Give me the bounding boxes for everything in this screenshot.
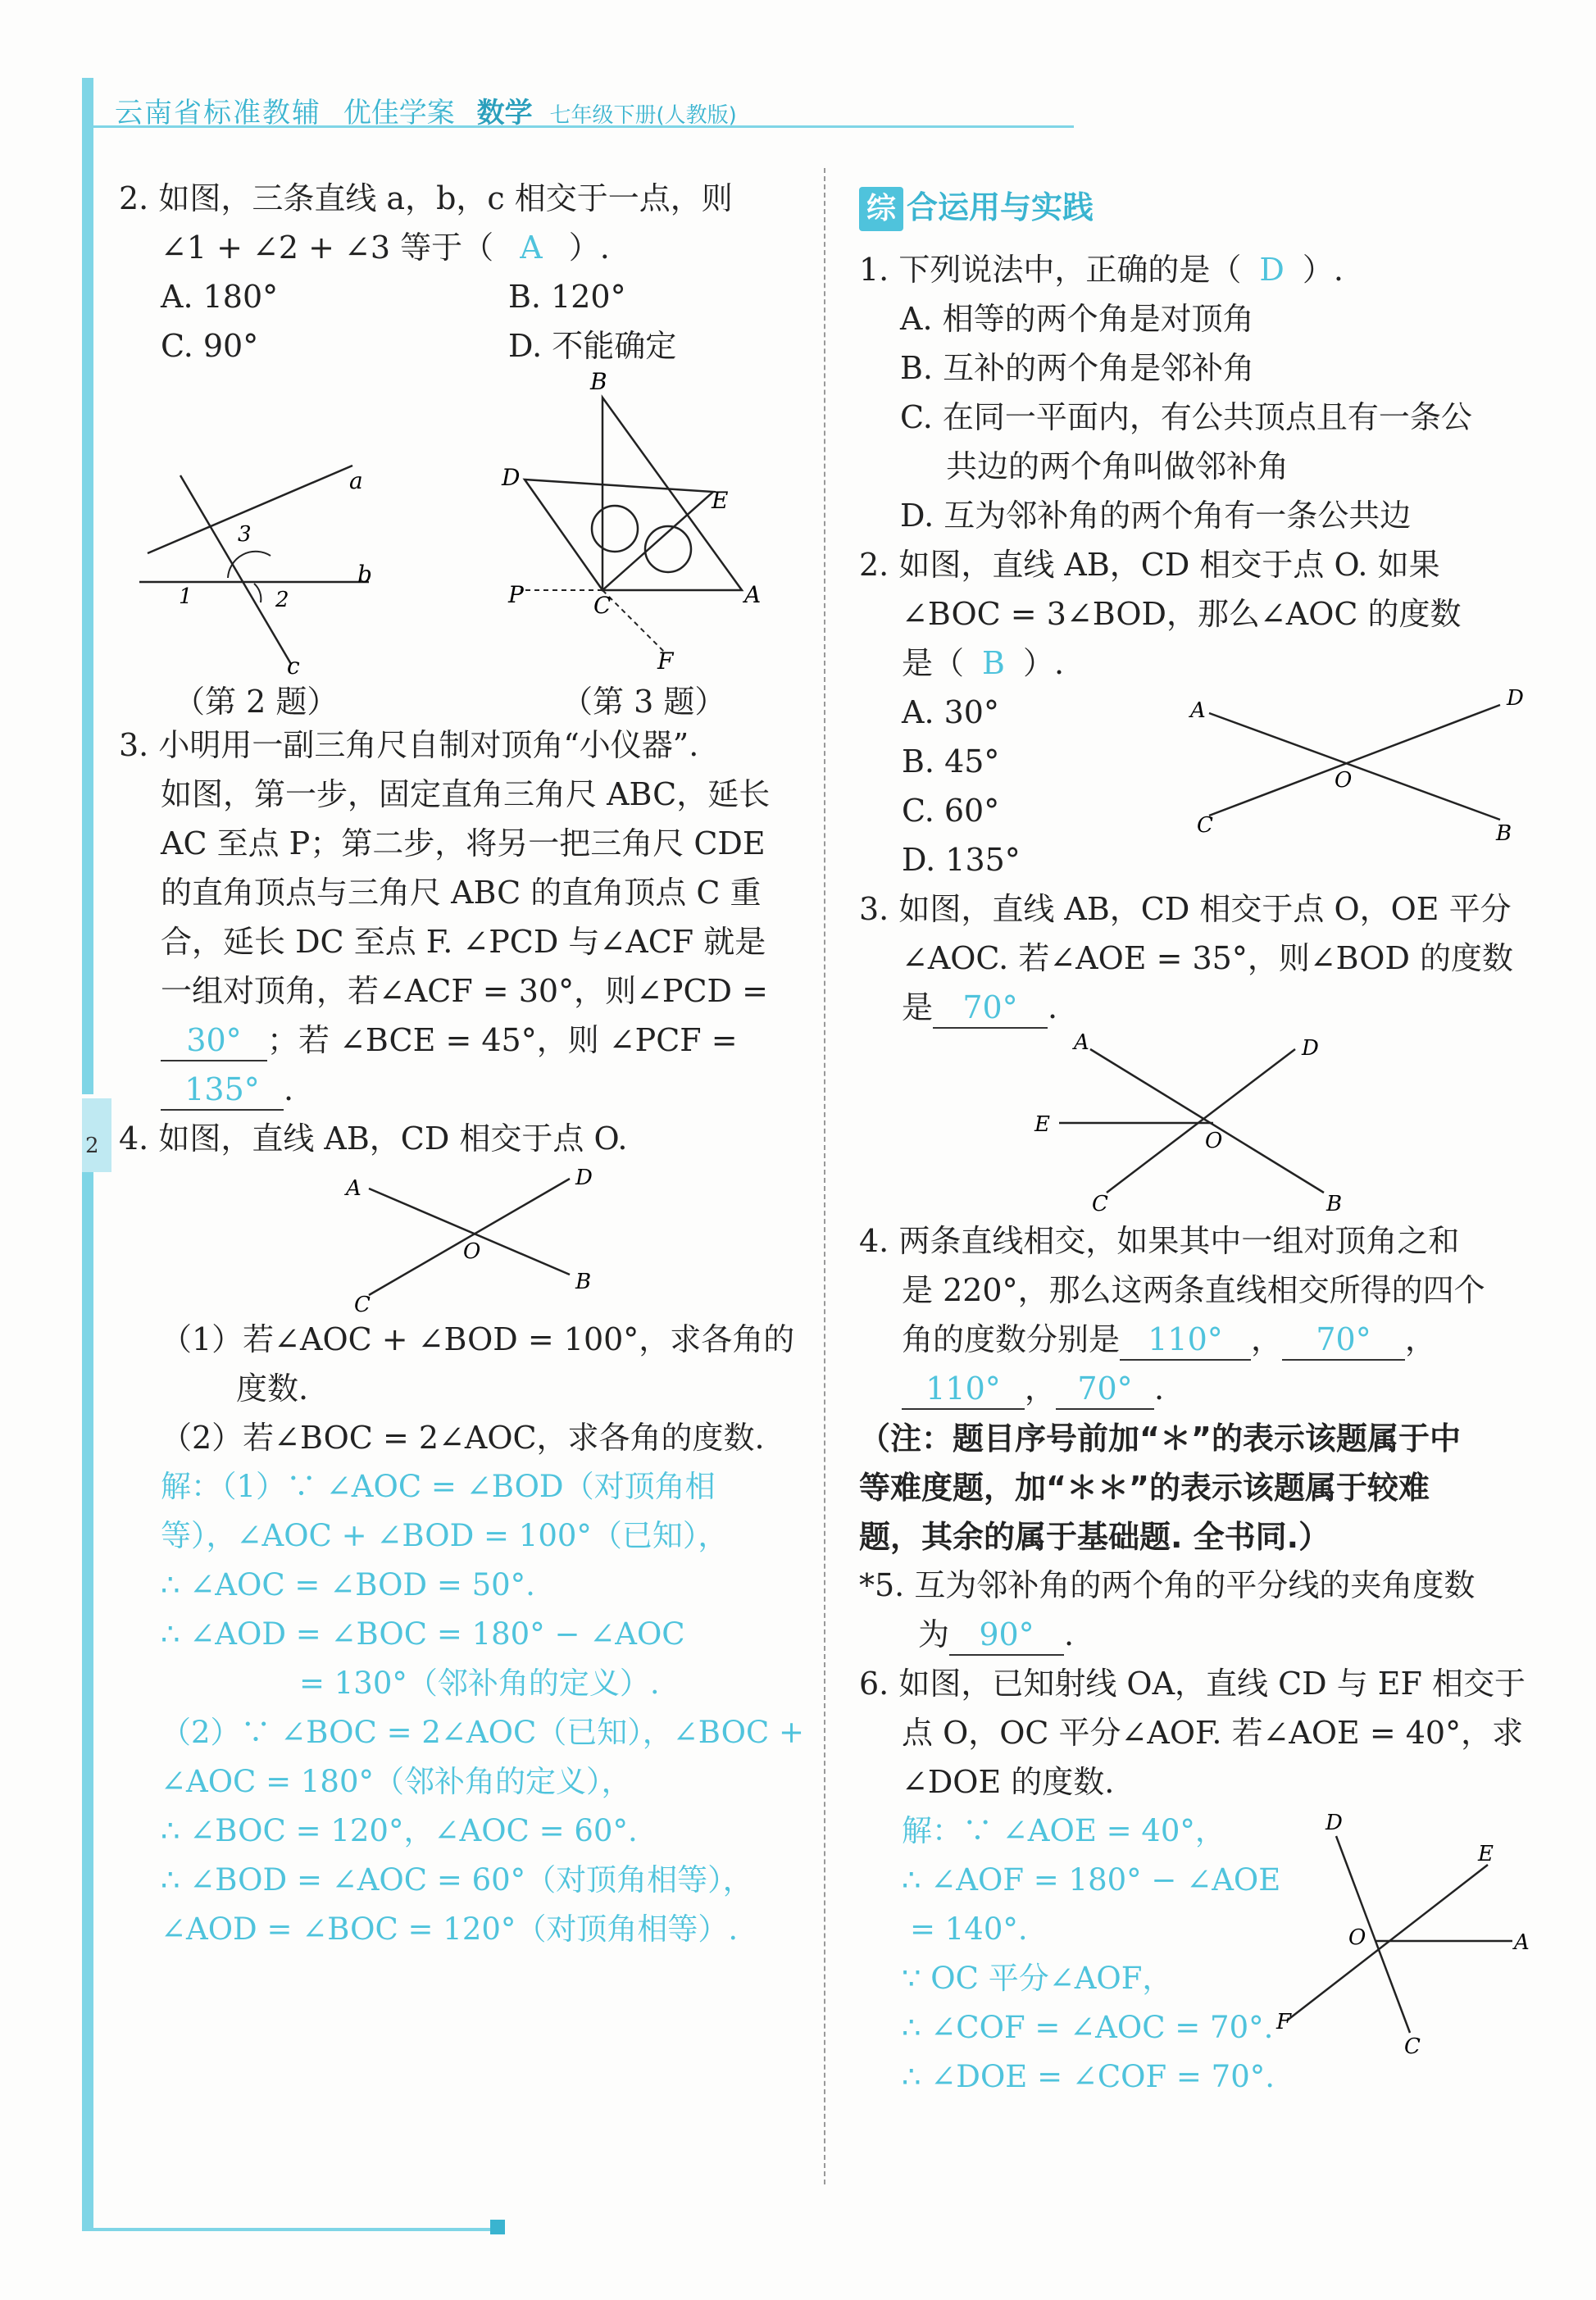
- q4-part2: （2）若∠BOC = 2∠AOC，求各角的度数.: [161, 1420, 765, 1456]
- fig4-label-b: B: [575, 1270, 592, 1294]
- fig2-label-b: b: [357, 561, 372, 588]
- r-q1-option-c: C. 在同一平面内，有公共顶点且有一条公: [900, 399, 1472, 435]
- r-q4-line1: 4. 两条直线相交，如果其中一组对顶角之和: [859, 1223, 1460, 1259]
- fig2-line-c: [180, 475, 291, 664]
- figure-r-q2: [1180, 680, 1541, 844]
- fig2-caption: （第 2 题）: [174, 684, 339, 720]
- r-q1-post: ）.: [1302, 252, 1344, 288]
- r-q4-comma: ，: [1405, 1321, 1437, 1357]
- r-q2-option-a: A. 30°: [902, 694, 999, 730]
- q3-line2: 如图，第一步，固定直角三角尺 ABC，延长: [161, 776, 771, 812]
- r-q2-option-b: B. 45°: [902, 743, 1000, 780]
- q3-line4: 的直角顶点与三角尺 ABC 的直角顶点 C 重: [161, 875, 762, 911]
- q3-line8: [161, 1070, 293, 1111]
- r-q4-line3: [902, 1320, 1436, 1361]
- r-q6-line2: 点 O，OC 平分∠AOF. 若∠AOE = 40°，求: [902, 1715, 1524, 1751]
- figure-q4: [336, 1164, 607, 1320]
- fig2-label-a: a: [349, 467, 363, 494]
- q4-part1-line2: 度数.: [236, 1370, 309, 1407]
- left-margin-bar-lower: [82, 1172, 93, 2230]
- fig3-hole-1: [592, 506, 638, 552]
- fig2-arc-2: [254, 584, 261, 602]
- left-margin-bar: [82, 78, 93, 1094]
- figr3-line-ab: [1090, 1049, 1324, 1193]
- figr2-label-c: C: [1197, 813, 1213, 838]
- fig3-label-e: E: [712, 487, 729, 514]
- bottom-rule: [82, 2228, 492, 2231]
- r-q6-line3: ∠DOE 的度数.: [902, 1764, 1115, 1800]
- q2-option-a: A. 180°: [161, 279, 279, 315]
- q4-sol-line: ∴ ∠BOC = 120°，∠AOC = 60°.: [161, 1813, 638, 1848]
- figr3-label-c: C: [1092, 1192, 1108, 1213]
- r-q4-answer-1: 110°: [1120, 1320, 1251, 1361]
- note-line: （注：题目序号前加“＊”的表示该题属于中: [859, 1420, 1461, 1457]
- page-number: 2: [85, 1134, 99, 1158]
- section-badge: 综: [859, 187, 903, 231]
- r-q5-post: .: [1064, 1616, 1075, 1652]
- bottom-square: [490, 2220, 505, 2234]
- section-heading: [859, 182, 1094, 231]
- r-q3-line1: 3. 如图，直线 AB，CD 相交于点 O，OE 平分: [859, 891, 1512, 927]
- figr3-label-b: B: [1326, 1192, 1343, 1213]
- r-q4-end: .: [1154, 1370, 1165, 1407]
- r-q2-post: ）.: [1022, 645, 1065, 681]
- figr3-label-e: E: [1034, 1112, 1050, 1137]
- r-q5-answer: 90°: [949, 1615, 1064, 1656]
- r-q1-option-b: B. 互补的两个角是邻补角: [900, 350, 1255, 386]
- q3-answer-2: 135°: [161, 1070, 284, 1111]
- r-q6-sol-line: ∵ OC 平分∠AOF，: [902, 1961, 1173, 1996]
- r-q3-pre: 是: [902, 989, 934, 1025]
- r-q3-answer: 70°: [933, 988, 1048, 1029]
- r-q1-option-c-cont: 共边的两个角叫做邻补角: [946, 448, 1289, 484]
- r-q1-pre: 1. 下列说法中，正确的是（: [859, 252, 1242, 288]
- fig4-line-cd: [369, 1179, 570, 1295]
- q2-option-b: B. 120°: [508, 279, 626, 315]
- q2-line1: 2. 如图，三条直线 a，b，c 相交于一点，则: [119, 180, 733, 216]
- fig2-label-3: 3: [238, 522, 252, 547]
- fig3-ray-cf: [602, 590, 664, 652]
- fig3-label-c: C: [593, 592, 612, 619]
- r-q2-option-d: D. 135°: [902, 842, 1021, 878]
- r-q1-stem: [859, 250, 1344, 289]
- r-q2-line1: 2. 如图，直线 AB，CD 相交于点 O. 如果: [859, 547, 1440, 583]
- q2-stem: ∠1 + ∠2 + ∠3 等于（: [161, 230, 494, 266]
- fig3-label-p: P: [508, 581, 524, 608]
- note-line: 题，其余的属于基础题. 全书同.）: [859, 1519, 1330, 1555]
- figure-q3: [492, 369, 787, 680]
- r-q6-sol-line: = 140°.: [910, 1911, 1028, 1947]
- q3-line1: 3. 小明用一副三角尺自制对顶角“小仪器”.: [119, 727, 699, 763]
- r-q6-sol-line: ∴ ∠DOE = ∠COF = 70°.: [902, 2059, 1275, 2094]
- q2-option-d: D. 不能确定: [508, 328, 677, 364]
- fig2-arc: [228, 552, 271, 578]
- r-q4-answer-3: 110°: [902, 1369, 1025, 1410]
- q3-end: .: [284, 1071, 294, 1107]
- figr6-label-e: E: [1478, 1842, 1494, 1866]
- r-q2-answer: B: [982, 645, 1005, 681]
- r-q1-option-d: D. 互为邻补角的两个角有一条公共边: [900, 498, 1412, 534]
- figr3-line-cd: [1107, 1049, 1295, 1193]
- note-line: 等难度题，加“＊＊”的表示该题属于较难: [859, 1470, 1430, 1506]
- q3-line6: 一组对顶角，若∠ACF = 30°，则∠PCD =: [161, 973, 768, 1009]
- figure-r-q6: [1266, 1803, 1545, 2066]
- q3-mid: ；若 ∠BCE = 45°，则 ∠PCF =: [267, 1022, 738, 1058]
- column-divider: [824, 168, 825, 2184]
- figr6-label-d: D: [1325, 1811, 1343, 1835]
- header-series: 云南省标准教辅: [115, 97, 321, 130]
- q4-line1: 4. 如图，直线 AB，CD 相交于点 O.: [119, 1120, 628, 1157]
- header-grade: 七年级下册(人教版): [549, 103, 737, 128]
- header-subject: 数学: [476, 97, 533, 130]
- figr3-label-o: O: [1205, 1129, 1223, 1153]
- q3-line3: AC 至点 P；第二步，将另一把三角尺 CDE: [161, 825, 766, 861]
- fig2-label-c: c: [287, 652, 300, 680]
- fig3-label-d: D: [502, 464, 521, 491]
- header-book: 优佳学案: [343, 97, 455, 130]
- figr6-label-a: A: [1514, 1930, 1530, 1955]
- fig3-label-b: B: [590, 369, 607, 395]
- q4-sol-line: = 130°（邻补角的定义）.: [299, 1666, 660, 1701]
- q2-stem-end: ）.: [568, 230, 610, 266]
- figr6-label-o: O: [1348, 1925, 1366, 1950]
- r-q1-answer: D: [1259, 252, 1285, 288]
- r-q4-line2: 是 220°，那么这两条直线相交所得的四个: [902, 1272, 1485, 1308]
- fig3-label-a: A: [744, 581, 762, 608]
- r-q4-comma: ，: [1251, 1321, 1283, 1357]
- figr6-line-ef: [1287, 1865, 1488, 2020]
- q3-line7: [161, 1020, 738, 1061]
- q4-sol-line: 等），∠AOC + ∠BOD = 100°（已知），: [161, 1518, 729, 1553]
- r-q3-line2: ∠AOC. 若∠AOE = 35°，则∠BOD 的度数: [902, 940, 1514, 976]
- r-q4-pre: 角的度数分别是: [902, 1321, 1121, 1357]
- figr6-label-c: C: [1404, 2034, 1421, 2059]
- fig4-label-o: O: [463, 1239, 481, 1264]
- figr2-label-b: B: [1496, 821, 1512, 844]
- q2-line2: [161, 228, 610, 267]
- r-q3-post: .: [1048, 989, 1058, 1025]
- r-q2-line2: ∠BOC = 3∠BOD，那么∠AOC 的度数: [902, 596, 1462, 632]
- r-q6-sol-line: 解：∵ ∠AOE = 40°，: [902, 1813, 1225, 1848]
- fig3-label-f: F: [657, 648, 674, 675]
- r-q4-answer-4: 70°: [1056, 1369, 1154, 1410]
- q4-sol-line: ∴ ∠AOC = ∠BOD = 50°.: [161, 1567, 535, 1602]
- figr2-label-o: O: [1335, 768, 1353, 793]
- r-q6-sol-line: ∴ ∠COF = ∠AOC = 70°.: [902, 2010, 1274, 2045]
- figr3-label-a: A: [1074, 1030, 1089, 1055]
- r-q1-option-a: A. 相等的两个角是对顶角: [900, 301, 1254, 337]
- figr2-label-d: D: [1507, 686, 1524, 711]
- fig4-label-d: D: [575, 1166, 593, 1190]
- figr3-label-d: D: [1302, 1036, 1319, 1061]
- q4-sol-line: ∴ ∠BOD = ∠AOC = 60°（对顶角相等），: [161, 1862, 753, 1898]
- fig4-label-a: A: [346, 1176, 361, 1201]
- r-q2-pre: 是（: [902, 645, 965, 681]
- fig4-label-c: C: [354, 1293, 371, 1317]
- figr2-label-a: A: [1190, 698, 1206, 723]
- fig2-label-2: 2: [275, 588, 289, 612]
- r-q2-line3: [902, 643, 1064, 683]
- r-q4-answer-2: 70°: [1282, 1320, 1405, 1361]
- r-q4-comma: ，: [1025, 1370, 1057, 1407]
- figure-r-q3: [1025, 1029, 1353, 1213]
- figure-q2: [131, 459, 393, 680]
- figr2-line-cd: [1209, 705, 1500, 816]
- r-q5-pre: 为: [918, 1616, 950, 1652]
- q4-sol-line: ∠AOC = 180°（邻补角的定义），: [161, 1764, 632, 1799]
- q4-sol-line: ∴ ∠AOD = ∠BOC = 180° − ∠AOC: [161, 1616, 685, 1652]
- r-q5-line1: *5. 互为邻补角的两个角的平分线的夹角度数: [859, 1567, 1476, 1603]
- q3-answer-1: 30°: [161, 1020, 267, 1061]
- r-q3-line3: [902, 988, 1057, 1029]
- fig3-caption: （第 3 题）: [562, 684, 726, 720]
- r-q2-option-c: C. 60°: [902, 793, 1000, 829]
- q3-line5: 合，延长 DC 至点 F. ∠PCD 与∠ACF 就是: [161, 924, 766, 960]
- r-q6-sol-line: ∴ ∠AOF = 180° − ∠AOE: [902, 1862, 1281, 1898]
- section-title: 合运用与实践: [907, 189, 1094, 225]
- header: [115, 90, 737, 130]
- figr2-line-ab: [1209, 713, 1500, 820]
- figr6-label-f: F: [1276, 2010, 1292, 2034]
- r-q4-line4: [902, 1369, 1164, 1410]
- r-q6-line1: 6. 如图，已知射线 OA，直线 CD 与 EF 相交于: [859, 1666, 1526, 1702]
- q4-sol-line: 解：（1）∵ ∠AOC = ∠BOD（对顶角相: [161, 1469, 716, 1504]
- q4-part1-line1: （1）若∠AOC + ∠BOD = 100°，求各角的: [161, 1321, 795, 1357]
- q4-sol-line: ∠AOD = ∠BOC = 120°（对顶角相等）.: [161, 1911, 739, 1947]
- q2-option-c: C. 90°: [161, 328, 259, 364]
- q2-answer: A: [520, 230, 543, 266]
- fig2-label-1: 1: [179, 584, 193, 609]
- q4-sol-line: （2）∵ ∠BOC = 2∠AOC（已知），∠BOC +: [161, 1715, 805, 1750]
- r-q5-line2: [918, 1615, 1074, 1656]
